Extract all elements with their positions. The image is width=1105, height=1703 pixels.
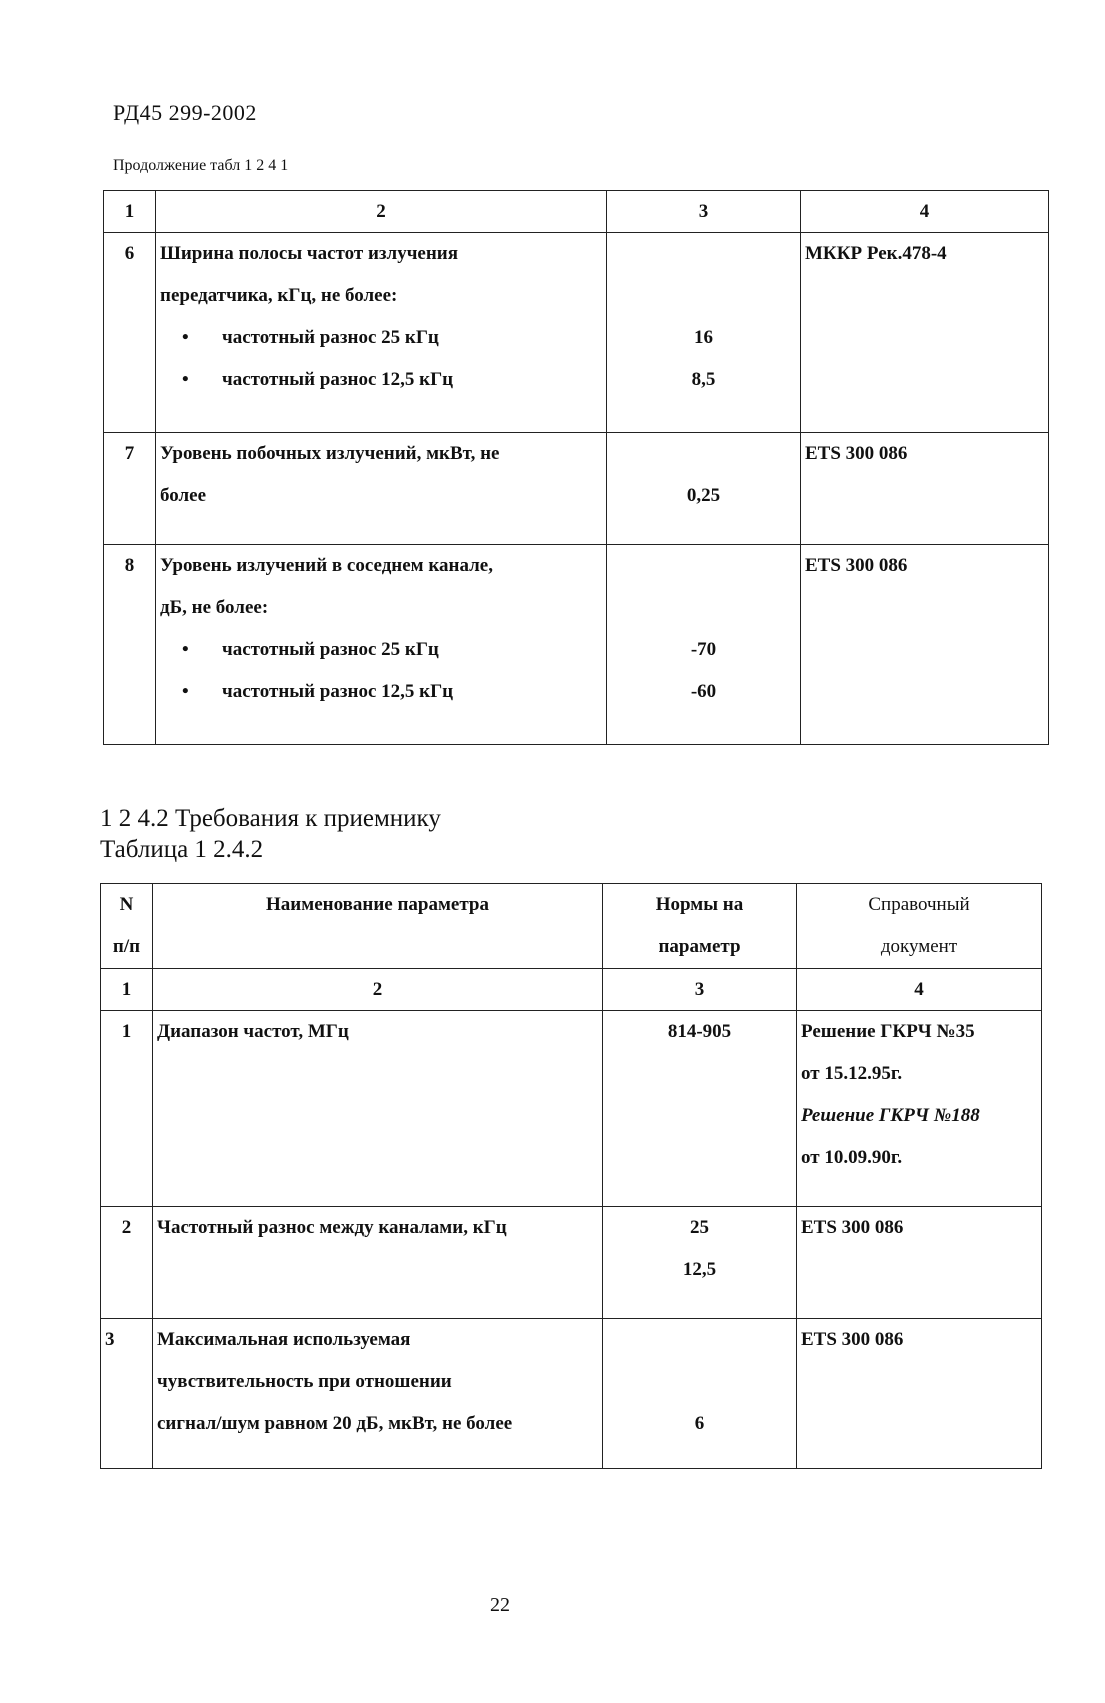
header-parameter-name: Наименование параметра — [153, 884, 603, 969]
parameter-name: Максимальная используемая чувствительность при отношении сигнал/шум равном 20 дБ, мкВт, не более — [153, 1319, 603, 1469]
bullet-icon: • — [182, 681, 189, 702]
column-number: 3 — [607, 191, 801, 233]
table-row — [104, 433, 1049, 545]
parameter-name: Уровень побочных излучений, мкВт, не более — [156, 433, 607, 545]
parameter-name: Уровень излучений в соседнем канале, дБ, не более: • частотный разнос 25 кГц • частотный разнос 12,5 кГц — [156, 545, 607, 745]
table-row — [101, 1319, 1042, 1469]
bullet-icon: • — [182, 327, 189, 348]
row-number: 1 — [101, 1011, 153, 1207]
parameter-name: Ширина полосы частот излучения передатчика, кГц, не более: • частотный разнос 25 кГц • частотный разнос 12,5 кГц — [156, 233, 607, 433]
header-reference: Справочный документ — [797, 884, 1042, 969]
table-row — [104, 233, 1049, 433]
header-number: N п/п — [101, 884, 153, 969]
receiver-table — [100, 883, 1042, 1469]
reference-document: МККР Рек.478-4 — [801, 233, 1049, 433]
parameter-value: 0,25 — [607, 433, 801, 545]
table-row — [101, 1011, 1042, 1207]
bullet-icon: • — [182, 639, 189, 660]
column-number-row — [101, 969, 1042, 1011]
row-number: 2 — [101, 1207, 153, 1319]
reference-document: ETS 300 086 — [801, 545, 1049, 745]
table-row — [101, 1207, 1042, 1319]
parameter-value: 814-905 — [603, 1011, 797, 1207]
table-row — [104, 545, 1049, 745]
reference-document: ETS 300 086 — [801, 433, 1049, 545]
row-number: 6 — [104, 233, 156, 433]
parameter-value: -70 -60 — [607, 545, 801, 745]
reference-document: ETS 300 086 — [797, 1207, 1042, 1319]
parameter-value: 16 8,5 — [607, 233, 801, 433]
column-number: 1 — [104, 191, 156, 233]
header-norm: Нормы на параметр — [603, 884, 797, 969]
column-number: 4 — [801, 191, 1049, 233]
parameter-value: 6 — [603, 1319, 797, 1469]
column-number: 3 — [603, 969, 797, 1011]
column-number: 1 — [101, 969, 153, 1011]
table-caption: Таблица 1 2.4.2 — [100, 836, 264, 863]
receiver-requirements-title: 1 2 4.2 Требования к приемнику — [100, 805, 441, 832]
table-continuation-label: Продолжение табл 1 2 4 1 — [113, 157, 289, 174]
column-number: 4 — [797, 969, 1042, 1011]
header-row — [101, 884, 1042, 969]
reference-document: ETS 300 086 — [797, 1319, 1042, 1469]
column-number-row — [104, 191, 1049, 233]
reference-document: Решение ГКРЧ №35 от 15.12.95г. Решение ГКРЧ №188 от 10.09.90г. — [797, 1011, 1042, 1207]
column-number: 2 — [156, 191, 607, 233]
transmitter-table — [103, 190, 1049, 745]
parameter-name: Диапазон частот, МГц — [153, 1011, 603, 1207]
parameter-name: Частотный разнос между каналами, кГц — [153, 1207, 603, 1319]
row-number: 3 — [101, 1319, 153, 1469]
parameter-value: 25 12,5 — [603, 1207, 797, 1319]
column-number: 2 — [153, 969, 603, 1011]
bullet-icon: • — [182, 369, 189, 390]
row-number: 7 — [104, 433, 156, 545]
document-code: РД45 299-2002 — [113, 100, 257, 125]
page-number: 22 — [490, 1594, 510, 1616]
section-heading — [100, 803, 441, 865]
row-number: 8 — [104, 545, 156, 745]
